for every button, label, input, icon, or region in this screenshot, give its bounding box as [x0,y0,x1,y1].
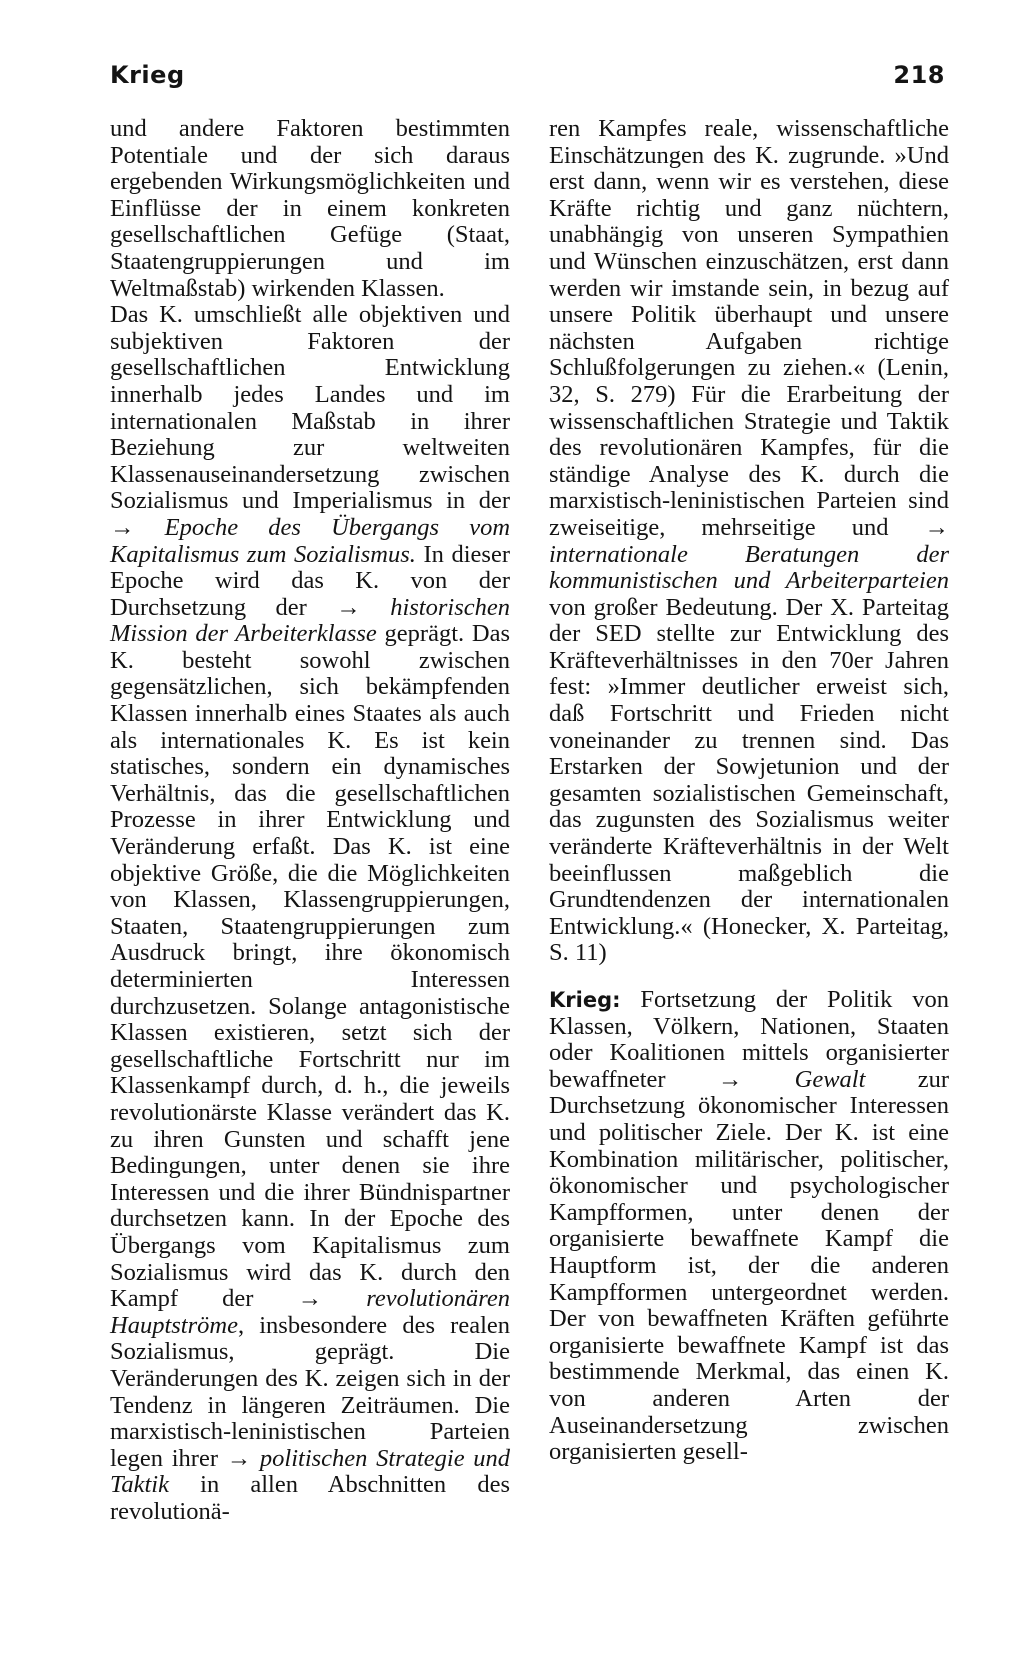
body-text: und andere Faktoren bestimmten Potentiale und der sich daraus ergebenden Wirkungsmöglichkeiten und Einflüsse der in einem konkreten gesellschaftlichen Gefüge (Staat, Staatengruppierungen und im Weltmaßstab) wirkenden Klassen. [110,115,510,302]
cross-reference-arrow-icon: → [924,513,950,541]
right-column [549,116,949,1466]
cross-reference-link[interactable]: revolutionären Hauptströme [110,1285,510,1339]
entry-krieg [549,987,949,1466]
body-text: In dieser Epoche wird das K. von der Durchsetzung der [110,540,510,621]
body-text: von großer Bedeutung. Der X. Parteitag der SED stellte zur Entwicklung des Kräfteverhältnisses in den 70er Jahren fest: »Immer deutlicher erweist sich, daß Fortschritt und Frieden nicht voneinander zu trennen sind. Das Erstarken der Sowjetunion und der gesamten sozialistischen Gemeinschaft, das zugunsten des Sozialismus weiter veränderte Kräfteverhältnis in der Welt beeinflussen maßgeblich die Grundtendenzen der internationalen Entwicklung.« (Honecker, X. Parteitag, S. 11) [549,593,949,967]
cross-reference-link[interactable]: internationale Beratungen der kommunistischen und Arbeiterparteien [549,540,949,595]
cross-reference-link[interactable]: politischen Strategie und Taktik [110,1444,511,1499]
paragraph-continuation [110,116,510,302]
body-text: Das K. umschließt alle objektiven und subjektiven Faktoren der gesellschaftlichen Entwicklung innerhalb jedes Landes und im internationalen Maßstab in ihrer Beziehung zur weltweiten Klassenauseinandersetzung zwischen Sozialismus und Imperialismus in der [110,301,510,515]
body-text: Fortsetzung der Politik von Klassen, Völkern, Nationen, Staaten oder Koalitionen mittels organisierter bewaffneter [549,986,949,1093]
cross-reference-arrow-icon: → [226,1444,252,1472]
left-column [110,116,510,1525]
running-head-title: Krieg [110,61,185,89]
body-text: , insbesondere des realen Sozialismus, geprägt. Die Veränderungen des K. zeigen sich in der Tendenz in längeren Zeiträumen. Die marxistisch-leninistischen Parteien legen ihrer [110,1311,510,1472]
cross-reference-arrow-icon: → [297,1285,323,1313]
body-text: zur Durchsetzung ökonomischer Interessen und politischer Ziele. Der K. ist eine Kombination militärischer, politischer, ökonomischer und psychologischer Kampfformen, unter denen der organisierte bewaffnete Kampf die Hauptform ist, der die anderen Kampfformen untergeordnet werden. Der von bewaffneten Kräften geführte organisierte bewaffnete Kampf ist das bestimmende Merkmal, das einen K. von anderen Arten der Auseinandersetzung zwischen organisierten gesell- [549,1065,949,1466]
paragraph-continuation [549,116,949,967]
cross-reference-link[interactable]: Epoche des Übergangs vom Kapitalismus zum Sozialismus. [110,513,511,568]
cross-reference-arrow-icon: → [336,593,361,621]
cross-reference-arrow-icon: → [717,1065,743,1093]
body-text: geprägt. Das K. besteht sowohl zwischen gegensätzlichen, sich bekämpfenden Klassen innerhalb eines Staates als auch als internationales K. Es ist kein statisches, sondern ein dynamisches Verhältnis, das die gesellschaftlichen Prozesse in ihrer Entwicklung und Veränderung erfaßt. Das K. ist eine objektive Größe, die die Möglichkeiten von Klassen, Klassengruppierungen, Staaten, Staatengruppierungen zum Ausdruck bringt, ihre ökonomisch determinierten Interessen durchzusetzen. Solange antagonistische Klassen existieren, setzt sich der gesellschaftliche Fortschritt nur im Klassenkampf durch, d. h., die jeweils revolutionärste Klasse verändert das K. zu ihren Gunsten und schafft jene Bedingungen, unter denen sie ihre Interessen und die ihrer Bündnispartner durchsetzen kann. In der Epoche des Übergangs vom Kapitalismus zum Sozialismus wird das K. durch den Kampf der [110,620,510,1313]
entry-headword: Krieg: [549,988,621,1012]
body-text: ren Kampfes reale, wissenschaftliche Einschätzungen des K. zugrunde. »Und erst dann, wenn wir es verstehen, diese Kräfte richtig und ganz nüchtern, unabhängig von unseren Sympathien und Wünschen einzuschätzen, erst dann werden wir imstande sein, in bezug auf unsere Politik überhaupt und unsere nächsten Aufgaben richtige Schlußfolgerungen zu ziehen.« (Lenin, 32, S. 279) Für die Erarbeitung der wissenschaftlichen Strategie und Taktik des revolutionären Kampfes, für die ständige Analyse des K. durch die marxistisch-leninistischen Parteien sind zweiseitige, mehrseitige und [549,115,949,541]
cross-reference-link[interactable]: historischen Mission der Arbeiterklasse [110,593,510,648]
cross-reference-link[interactable]: Gewalt [794,1065,866,1093]
cross-reference-arrow-icon: → [110,513,135,541]
page-number: 218 [893,61,945,89]
paragraph-body [110,302,510,1525]
body-text: in allen Abschnitten des revolutionä- [110,1471,510,1525]
